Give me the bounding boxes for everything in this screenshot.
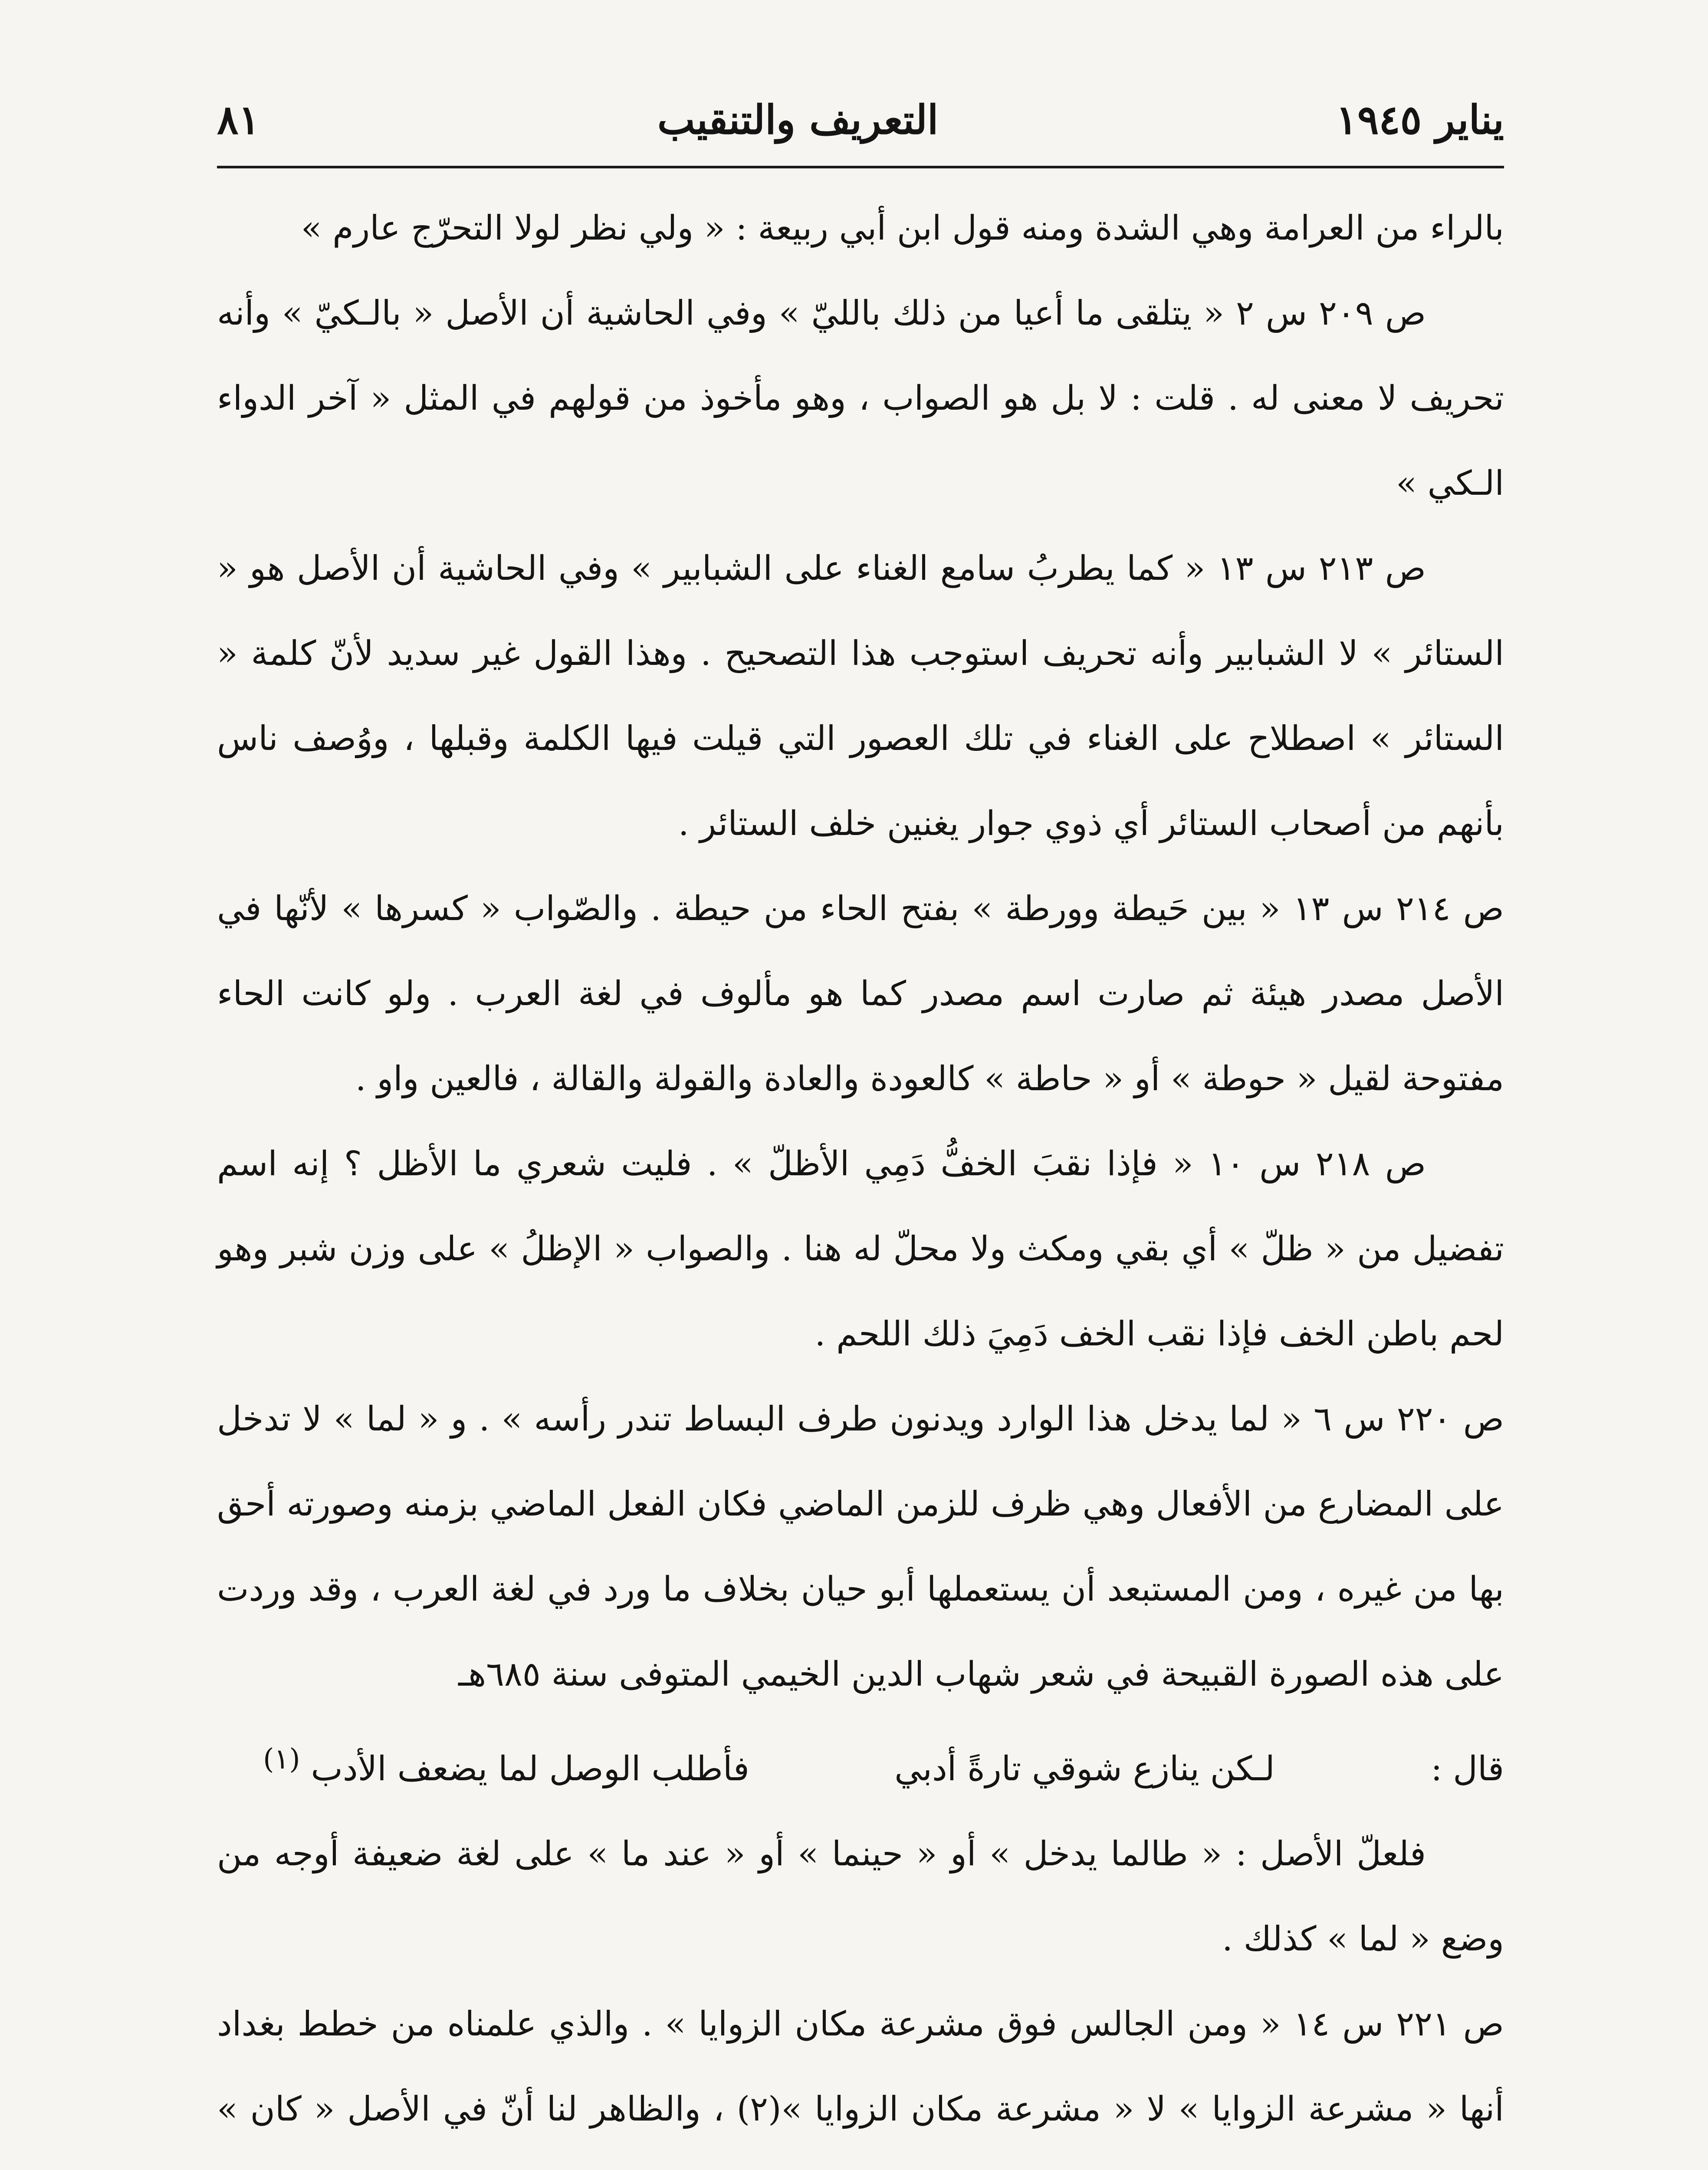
page-header (217, 96, 1504, 161)
paragraph: ص ٢١٤ س ١٣ « بين حَيطة وورطة » بفتح الحاء من حيطة . والصّواب « كسرها » لأنّها في الأصل مصدر هيئة ثم صارت اسم مصدر كما هو مألوف في لغة العرب . ولو كانت الحاء مفتوحة لقيل « حوطة » أو « حاطة » كالعودة والعادة والقولة والقالة ، فالعين واو . (217, 889, 1504, 1098)
poem-hemistich-2 (217, 1717, 795, 1812)
paragraph: ص ٢٢١ س ١٤ « ومن الجالس فوق مشرعة مكان الزوايا » . والذي علمناه من خطط بغداد أنها « مشرعة الزوايا » لا « مشرعة مكان الزوايا »(٢) ، والظاهر لنا أنّ في الأصل « كان » (217, 2005, 1504, 2129)
poem-verse (217, 1717, 1504, 1812)
footnote-ref: (١) (263, 1743, 300, 1775)
poem-label: قال : (1431, 1749, 1504, 1789)
paragraph: ص ٢١٣ س ١٣ « كما يطربُ سامع الغناء على الشبابير » وفي الحاشية أن الأصل هو « الستائر » لا الشبابير وأنه تحريف استوجب هذا التصحيح . وهذا القول غير سديد لأنّ كلمة « الستائر » اصطلاح على الغناء في تلك العصور التي قيلت فيها الكلمة وقبلها ، ووُصف ناس بأنهم من أصحاب الستائر أي ذوي جوار يغنين خلف الستائر . (217, 549, 1504, 843)
poem-hemistich-1: لـكن ينازع شوقي تارةً أدبي (894, 1749, 1275, 1789)
paragraph: بالراء من العرامة وهي الشدة ومنه قول ابن أبي ربيعة : « ولي نظر لولا التحرّج عارم » (301, 209, 1504, 248)
page-number: ٨١ (217, 96, 260, 143)
main-text (217, 186, 1504, 2170)
running-title: التعريف والتنقيب (657, 96, 939, 143)
paragraph: ص ٢٠٩ س ٢ « يتلقى ما أعيا من ذلك بالليّ » وفي الحاشية أن الأصل « بالـكيّ » وأنه تحريف لا معنى له . قلت : لا بل هو الصواب ، وهو مأخوذ من قولهم في المثل « آخر الدواء الـكي » (217, 294, 1504, 503)
paragraph: ص ٢١٨ س ١٠ « فإذا نقبَ الخفُّ دَمِي الأظلّ » . فليت شعري ما الأظل ؟ إنه اسم تفضيل من « ظلّ » أي بقي ومكث ولا محلّ له هنا . والصواب « الإظلُ » على وزن شبر وهو لحم باطن الخف فإذا نقب الخف دَمِيَ ذلك اللحم . (217, 1144, 1504, 1354)
paragraph: فلعلّ الأصل : « طالما يدخل » أو « حينما » أو « عند ما » على لغة ضعيفة أوجه من وضع « لما » كذلك . (217, 1835, 1504, 1959)
paragraph: ص ٢٢٠ س ٦ « لما يدخل هذا الوارد ويدنون طرف البساط تندر رأسه » . و « لما » لا تدخل على المضارع من الأفعال وهي ظرف للزمن الماضي فكان الفعل الماضي بزمنه وصورته أحق بها من غيره ، ومن المستبعد أن يستعملها أبو حيان بخلاف ما ورد في لغة العرب ، وقد وردت على هذه الصورة القبيحة في شعر شهاب الدين الخيمي المتوفى سنة ٦٨٥هـ (217, 1400, 1504, 1694)
header-rule (217, 166, 1504, 168)
issue-date: يناير ١٩٤٥ (1336, 96, 1504, 143)
poem-hemistich-2-text: فأطلب الوصل لما يضعف الأدب (311, 1749, 749, 1789)
